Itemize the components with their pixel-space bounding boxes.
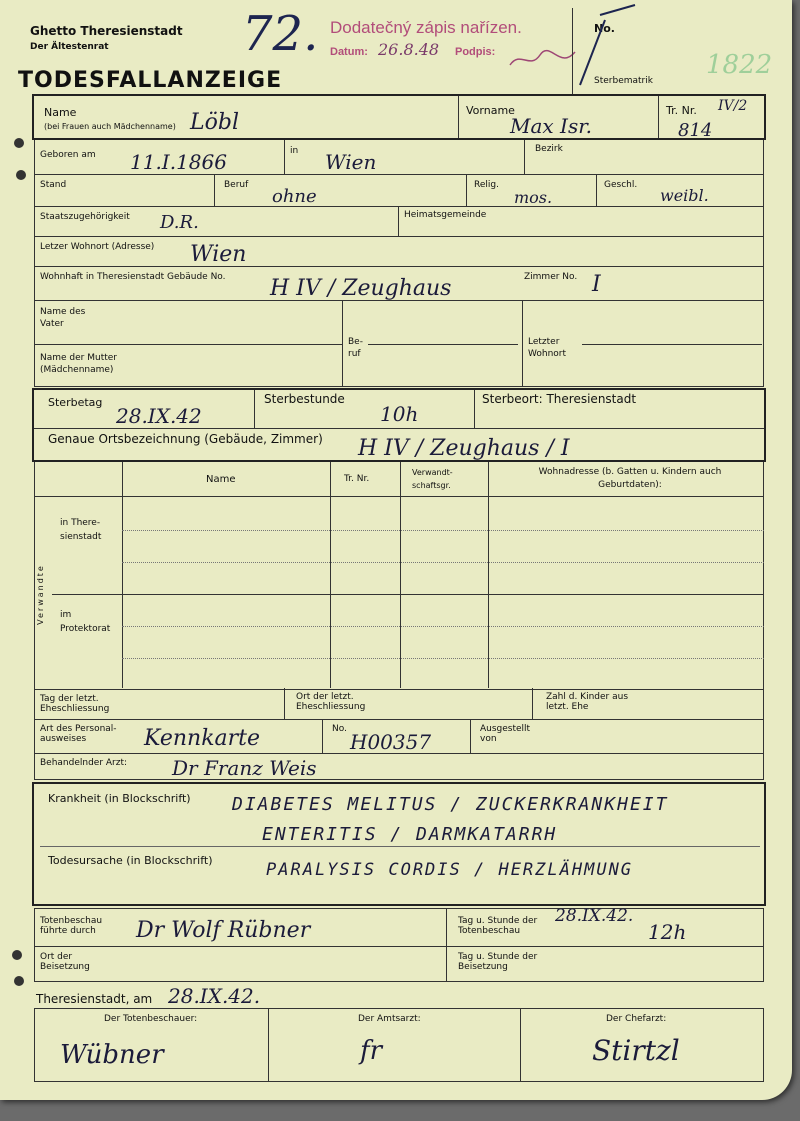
vater-label: Name des Vater: [40, 307, 86, 329]
zimmer-label: Zimmer No.: [524, 272, 578, 282]
ausweis-value: Kennkarte: [144, 726, 261, 751]
name-label: Name: [44, 106, 77, 119]
sterbetag-label: Sterbetag: [48, 396, 103, 409]
wohnhaft-value: H IV / Zeughaus: [270, 276, 452, 301]
no-label: No.: [594, 22, 615, 35]
trnr-value-2: 814: [678, 120, 713, 141]
sterbematrik-label: Sterbematrik: [594, 76, 653, 86]
wohnort-value: Wien: [190, 242, 247, 267]
archive-number: 1822: [706, 50, 773, 80]
ort-beisetzung-label: Ort der Beisetzung: [40, 952, 90, 972]
stamp-date-value: 26.8.48: [378, 40, 440, 59]
wohnhaft-label: Wohnhaft in Theresienstadt Gebäude No.: [40, 272, 226, 282]
geboren-label: Geboren am: [40, 150, 96, 160]
stamp-signature-label: Podpis:: [455, 46, 496, 58]
relig-label: Relig.: [474, 180, 499, 190]
tag-beisetzung-label: Tag u. Stunde der Beisetzung: [458, 952, 538, 972]
stand-label: Stand: [40, 180, 67, 190]
sig-amtsarzt: fr: [360, 1036, 383, 1066]
beruf-label: Beruf: [224, 180, 249, 190]
name-value: Löbl: [190, 110, 239, 135]
geschl-label: Geschl.: [604, 180, 638, 190]
ehe-ort-label: Ort der letzt. Eheschliessung: [296, 692, 366, 712]
beruf-value: ohne: [272, 186, 317, 207]
sig-totenbeschauer-label: Der Totenbeschauer:: [104, 1014, 198, 1024]
name-sub-label: (bei Frauen auch Mädchenname): [44, 122, 176, 131]
rel-trnr-header: Tr. Nr.: [344, 474, 370, 484]
in-value: Wien: [325, 150, 377, 174]
todesursache-label: Todesursache (in Blockschrift): [48, 854, 213, 867]
bezirk-label: Bezirk: [535, 144, 563, 154]
staats-label: Staatszugehörigkeit: [40, 212, 130, 222]
tag-totenbeschau-label: Tag u. Stunde der Totenbeschau: [458, 916, 538, 936]
sterbestunde-label: Sterbestunde: [264, 392, 345, 406]
geboren-value: 11.I.1866: [130, 150, 227, 174]
wohnort-label: Letzer Wohnort (Adresse): [40, 242, 155, 252]
ausweis-no-label: No.: [332, 724, 347, 734]
rel-im-protektorat: im Protektorat: [60, 610, 111, 634]
stamp-title: Dodatečný zápis nařízen.: [330, 18, 522, 37]
sig-chefarzt-label: Der Chefarzt:: [606, 1014, 667, 1024]
ortsbez-value: H IV / Zeughaus / I: [358, 436, 570, 461]
sterbestunde-value: 10h: [380, 402, 419, 426]
heimat-label: Heimatsgemeinde: [404, 210, 487, 220]
ausgestellt-label: Ausgestellt von: [480, 724, 531, 744]
totenbeschau-label: Totenbeschau führte durch: [40, 916, 103, 936]
ortsbez-label: Genaue Ortsbezeichnung (Gebäude, Zimmer): [48, 432, 323, 446]
stunde-totenbeschau-value: 12h: [648, 920, 687, 944]
rel-name-header: Name: [206, 474, 236, 485]
place-date-value: 28.IX.42.: [168, 984, 261, 1008]
trnr-label: Tr. Nr.: [666, 104, 697, 117]
kinder-label: Zahl d. Kinder aus letzt. Ehe: [546, 692, 629, 712]
in-label: in: [290, 146, 299, 156]
rel-verw-header: Verwandt-schaftsgr.: [412, 468, 453, 490]
zimmer-value: I: [592, 272, 601, 297]
register-number: 72.: [242, 6, 319, 62]
place-date-label: Theresienstadt, am: [36, 992, 153, 1006]
arzt-label: Behandelnder Arzt:: [40, 758, 128, 768]
letzter-wohnort-label: Letzter Wohnort: [528, 337, 567, 359]
sterbeort-label: Sterbeort: Theresienstadt: [482, 392, 637, 406]
relig-value: mos.: [514, 188, 553, 207]
punch-hole: [14, 976, 24, 986]
arzt-value: Dr Franz Weis: [172, 756, 317, 780]
rel-wohn-header: Wohnadresse (b. Gatten u. Kindern auch Geburtdaten):: [538, 467, 722, 490]
ausweis-label: Art des Personal- ausweises: [40, 724, 117, 744]
vorname-value: Max Isr.: [510, 114, 592, 138]
sig-chefarzt: Stirtzl: [592, 1034, 680, 1067]
punch-hole: [14, 138, 24, 148]
punch-hole: [16, 170, 26, 180]
council-name: Der Ältestenrat: [30, 42, 109, 52]
geschl-value: weibl.: [660, 186, 709, 205]
totenbeschau-value: Dr Wolf Rübner: [136, 918, 311, 943]
todesursache-value: PARALYSIS CORDIS / HERZLÄHMUNG: [266, 860, 634, 880]
ehe-tag-label: Tag der letzt. Eheschliessung: [40, 694, 110, 714]
krankheit-line-1: DIABETES MELITUS / ZUCKERKRANKHEIT: [232, 794, 669, 815]
sig-totenbeschauer: Wübner: [60, 1040, 164, 1070]
vorname-label: Vorname: [466, 104, 515, 117]
rel-in-theresienstadt: in There- sienstadt: [60, 518, 102, 542]
mutter-label: Name der Mutter (Mädchenname): [40, 353, 117, 375]
krankheit-label: Krankheit (in Blockschrift): [48, 792, 191, 805]
staats-value: D.R.: [160, 212, 199, 233]
ausweis-no-value: H00357: [350, 730, 432, 754]
beruf2-label: Be- ruf: [348, 337, 363, 359]
sterbetag-value: 28.IX.42: [116, 404, 202, 428]
tag-totenbeschau-value: 28.IX.42.: [555, 906, 634, 926]
punch-hole: [12, 950, 22, 960]
krankheit-line-2: ENTERITIS / DARMKATARRH: [262, 824, 558, 845]
form-title: TODESFALLANZEIGE: [18, 68, 283, 93]
rel-vertical-label: Verwandte: [35, 564, 45, 625]
sig-amtsarzt-label: Der Amtsarzt:: [358, 1014, 421, 1024]
stamp-date-label: Datum:: [330, 46, 368, 58]
ghetto-name: Ghetto Theresienstadt: [30, 24, 183, 38]
trnr-value-1: IV/2: [718, 98, 748, 114]
